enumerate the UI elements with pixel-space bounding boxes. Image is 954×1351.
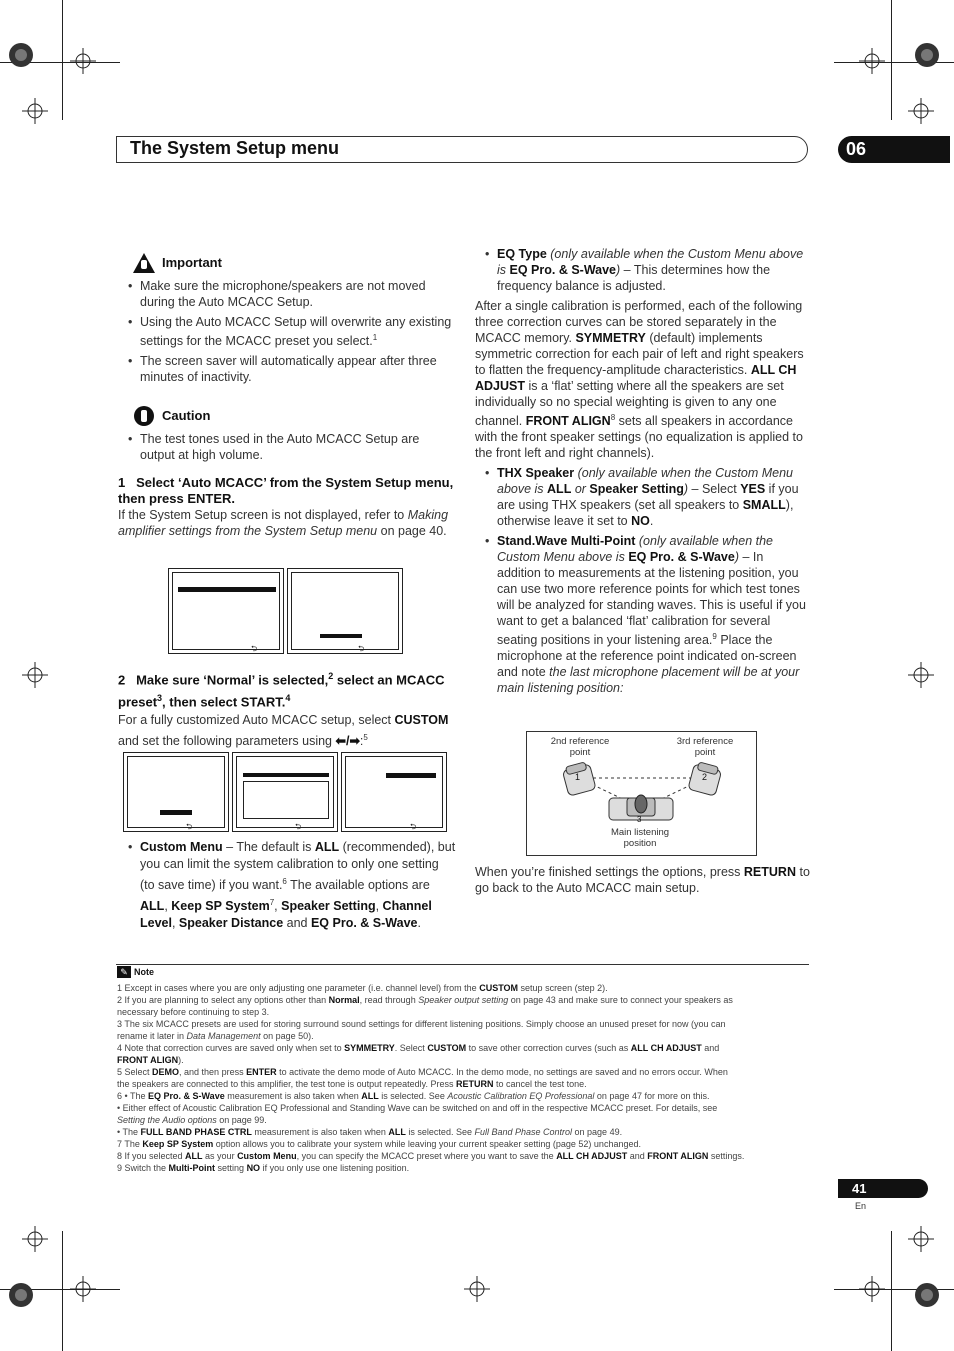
- footnote-line: necessary before continuing to step 3.: [117, 1007, 270, 1017]
- return-icon: ⮌: [295, 822, 302, 831]
- page-number: 41: [838, 1179, 928, 1198]
- left-column: [118, 252, 456, 539]
- footnote-line: rename it later in Data Management on page 50).: [117, 1031, 314, 1041]
- crosshair-icon: [70, 1276, 96, 1302]
- registration-target-icon: [914, 1282, 940, 1308]
- crop-mark: [62, 0, 63, 120]
- step-2-heading: 2 Make sure ‘Normal’ is selected,$^2$ select an MCACC preset$^3$, then select START.$^4$: [118, 671, 445, 710]
- footnotes: [117, 982, 810, 1174]
- crop-mark: [62, 1231, 63, 1351]
- ref-number-3: 3: [637, 815, 642, 824]
- caution-hand-icon: [132, 405, 156, 427]
- step-1-heading: 1 Select ‘Auto MCACC’ from the System Setup menu, then press ENTER.: [118, 475, 454, 507]
- crosshair-icon: [859, 48, 885, 74]
- footnote-line: Setting the Audio options on page 99.: [117, 1115, 267, 1125]
- correction-curves-paragraph: After a single calibration is performed, each of the following three correction curves can be stored separately in the MCACC memory. SYMMETRY (default) implements symmetric correction for each pair of left and right speakers to flatten the frequency-amplitude characteristics. ALL CH ADJUST is a ‘flat’ setting where all the speakers are set individually so no special weighting is given to any one channel. FRONT ALIGN$^8$ sets all speakers in accordance with the front speaker settings (no equalization is applied to the front left and right channels).: [475, 299, 804, 461]
- footnote-line: • Either effect of Acoustic Calibration EQ Professional and Standing Wave can be switched on and off in the respective MCACC preset. For details, see: [117, 1103, 718, 1113]
- page-title: The System Setup menu: [130, 138, 340, 158]
- crosshair-icon: [464, 1276, 490, 1302]
- footnote-line: the speakers are connected to this amplifier, the test tone is output repeatedly. Press RETURN to cancel the test tone.: [117, 1079, 587, 1089]
- osd-screen: [232, 752, 338, 832]
- return-icon: ⮌: [358, 644, 365, 653]
- footnote-line: 8 If you selected ALL as your Custom Menu, you can specify the MCACC preset where you want to save the ALL CH ADJUST and FRONT ALIGN settings.: [117, 1151, 745, 1161]
- custom-menu-item: • Custom Menu – The default is ALL (recommended), but you can limit the system calibration to only one setting (to save time) if you want.$^6$ The available options are ALL, Keep SP System$^7$, Speaker Setting, Channel Level, Speaker Distance and EQ Pro. & S-Wave.: [118, 839, 456, 936]
- warning-hand-icon: [132, 252, 156, 274]
- reference-point-diagram: [526, 731, 757, 856]
- page-language: En: [855, 1201, 867, 1211]
- footnote-line: 1 Except in cases where you are only adjusting one parameter (i.e. channel level) from the CUSTOM setup screen (step 2).: [117, 983, 608, 993]
- crosshair-icon: [70, 48, 96, 74]
- footnote-line: • The FULL BAND PHASE CTRL measurement is also taken when ALL is selected. See Full Band Phase Control on page 49.: [117, 1127, 623, 1137]
- ref-point-3-label: 3rd reference point: [676, 736, 734, 758]
- crop-mark: [891, 0, 892, 120]
- crosshair-icon: [22, 1226, 48, 1252]
- important-item: • The screen saver will automatically appear after three minutes of inactivity.: [118, 353, 456, 385]
- registration-target-icon: [914, 42, 940, 68]
- osd-screen: [341, 752, 447, 832]
- footnote-line: 4 Note that correction curves are saved only when set to SYMMETRY. Select CUSTOM to save other correction curves (such as ALL CH ADJUST and: [117, 1043, 720, 1053]
- footnote-line: 2 If you are planning to select any options other than Normal, read through Speaker output setting on page 43 and make sure to connect your speakers as: [117, 995, 733, 1005]
- footnote-line: 5 Select DEMO, and then press ENTER to activate the demo mode of Auto MCACC. In the demo mode, no settings are saved and no errors occur. When: [117, 1067, 728, 1077]
- right-column: [475, 246, 810, 700]
- thx-speaker-item: • THX Speaker (only available when the Custom Menu above is ALL or Speaker Setting) – Select YES if you are using THX speakers (set all speakers to SMALL), otherwise leave it set to NO.: [475, 465, 810, 529]
- osd-screen: [168, 568, 284, 654]
- notes-heading: ✎ Note: [117, 966, 154, 978]
- standing-wave-item: • Stand.Wave Multi-Point (only available when the Custom Menu above is EQ Pro. & S-Wave) – In addition to measurements at the listening position, you can use two more reference points for which test tones will be analyzed for standing waves. This is useful if you want to get a balanced ‘flat’ calibration for several seating positions in your listening area.$^9$ Place the microphone at the reference point indicated on-screen and note the last microphone placement will be at your main listening position:: [475, 533, 810, 696]
- important-title: Important: [162, 255, 222, 270]
- crosshair-icon: [908, 98, 934, 124]
- ref-number-2: 2: [702, 772, 708, 782]
- footnote-line: 3 The six MCACC presets are used for storing surround sound settings for different listening positions. Simply choose an unused preset for now (you can: [117, 1019, 726, 1029]
- step-2-body: For a fully customized Auto MCACC setup, select CUSTOM and set the following parameters using ⬅/➡:$^5$: [118, 712, 449, 748]
- important-item: • Make sure the microphone/speakers are not moved during the Auto MCACC Setup.: [118, 278, 456, 310]
- crosshair-icon: [908, 662, 934, 688]
- return-icon: ⮌: [186, 822, 193, 831]
- osd-screen: [123, 752, 229, 832]
- return-icon: ⮌: [251, 644, 258, 653]
- eq-type-item: • EQ Type (only available when the Custom Menu above is EQ Pro. & S-Wave) – This determines how the frequency balance is adjusted.: [475, 246, 810, 294]
- footnote-line: 6 • The EQ Pro. & S-Wave measurement is also taken when ALL is selected. See Acoustic Calibration EQ Professional on page 47 for more on this.: [117, 1091, 710, 1101]
- footnote-line: 7 The Keep SP System option allows you to calibrate your system while leaving your current speaker setting (page 52) unchanged.: [117, 1139, 641, 1149]
- step-1-body: If the System Setup screen is not displayed, refer to Making amplifier settings from the System Setup menu on page 40.: [118, 508, 449, 539]
- return-icon: ⮌: [410, 822, 417, 831]
- crop-mark: [891, 1231, 892, 1351]
- registration-target-icon: [8, 1282, 34, 1308]
- step-2: [118, 667, 456, 750]
- important-item: • Using the Auto MCACC Setup will overwrite any existing settings for the MCACC preset you select.$^1$: [118, 314, 456, 349]
- registration-target-icon: [8, 42, 34, 68]
- crosshair-icon: [22, 662, 48, 688]
- important-heading: [132, 252, 456, 274]
- finish-paragraph: When you’re finished settings the options, press RETURN to go back to the Auto MCACC main setup.: [475, 865, 810, 895]
- note-pencil-icon: ✎: [117, 966, 131, 978]
- caution-item: • The test tones used in the Auto MCACC Setup are output at high volume.: [118, 431, 456, 463]
- ref-number-1: 1: [575, 772, 581, 782]
- main-position-label: Main listening position: [610, 827, 670, 849]
- chapter-tab: 06: [838, 136, 950, 163]
- seating-diagram-icon: [527, 732, 758, 857]
- crosshair-icon: [859, 1276, 885, 1302]
- crosshair-icon: [908, 1226, 934, 1252]
- footnote-line: 9 Switch the Multi-Point setting NO if you only use one listening position.: [117, 1163, 410, 1173]
- osd-screen: [287, 568, 403, 654]
- ref-point-2-label: 2nd reference point: [550, 736, 610, 758]
- caution-heading: [132, 405, 456, 427]
- caution-title: Caution: [162, 408, 211, 424]
- notes-rule: [116, 964, 809, 965]
- footnote-line: FRONT ALIGN).: [117, 1055, 184, 1065]
- crosshair-icon: [22, 98, 48, 124]
